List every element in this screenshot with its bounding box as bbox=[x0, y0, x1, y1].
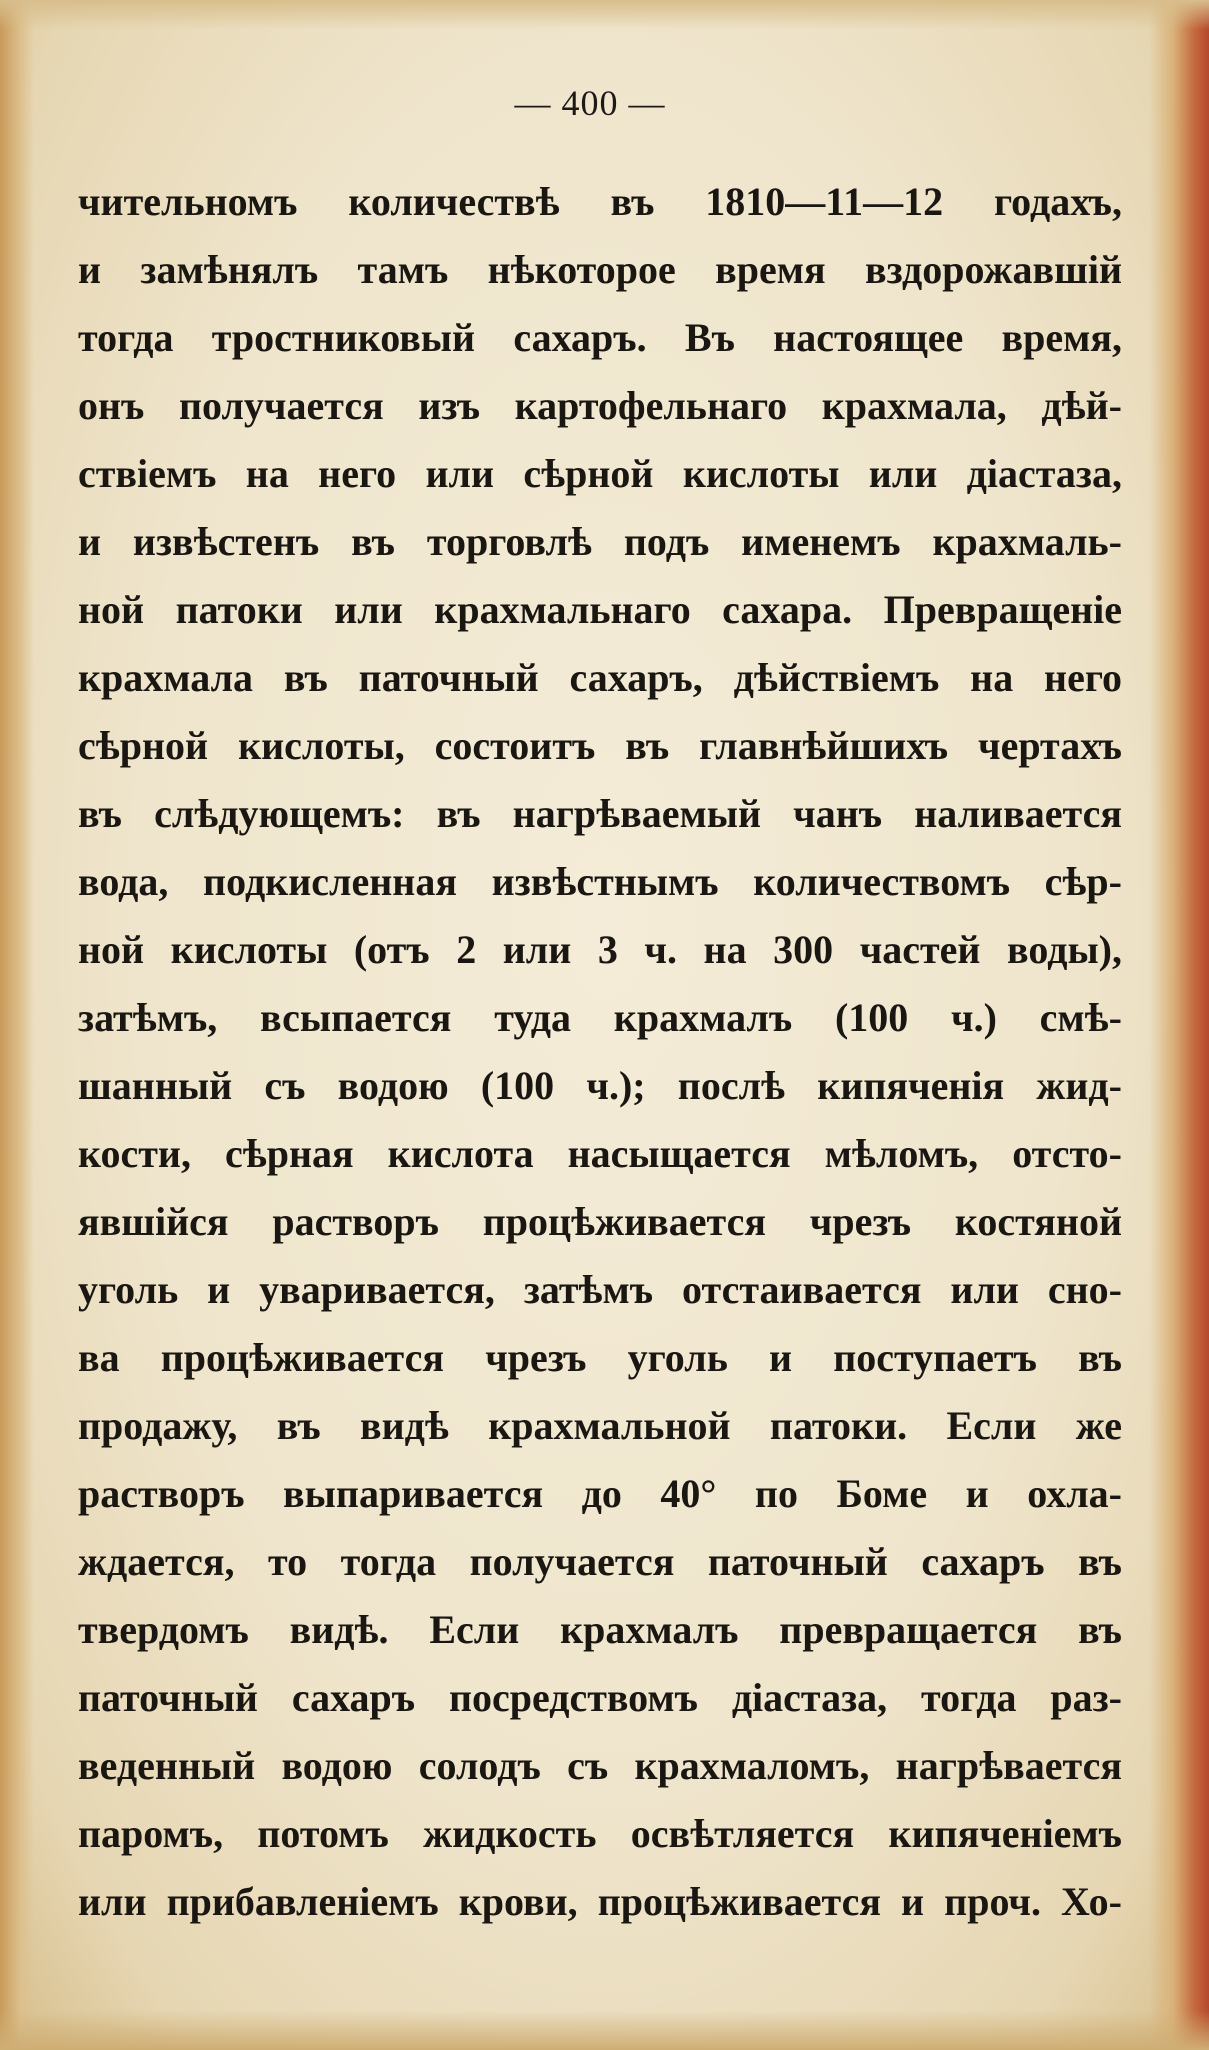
text-line: кости, сѣрная кислота насыщается мѣломъ, отсто- bbox=[78, 1131, 1122, 1176]
text-line: тогда тростниковый сахаръ. Въ настоящее время, bbox=[78, 315, 1122, 360]
page-bottom-edge bbox=[0, 2010, 1209, 2050]
page-left-edge bbox=[0, 0, 34, 2050]
text-line: продажу, въ видѣ крахмальной патоки. Если же bbox=[78, 1403, 1122, 1448]
text-line: ждается, то тогда получается паточный сахаръ въ bbox=[78, 1539, 1122, 1584]
text-line: паромъ, потомъ жидкость освѣтляется кипяченіемъ bbox=[78, 1811, 1122, 1856]
text-line: ствіемъ на него или сѣрной кислоты или діастаза, bbox=[78, 451, 1122, 496]
text-line: ва процѣживается чрезъ уголь и поступаетъ въ bbox=[78, 1335, 1122, 1380]
text-line: или прибавленіемъ крови, процѣживается и проч. Хо- bbox=[78, 1879, 1122, 1924]
text-line: ной кислоты (отъ 2 или 3 ч. на 300 частей воды), bbox=[78, 927, 1122, 972]
text-line: паточный сахаръ посредствомъ діастаза, тогда раз- bbox=[78, 1675, 1122, 1720]
text-line: ной патоки или крахмальнаго сахара. Превращеніе bbox=[78, 587, 1122, 632]
text-line: веденный водою солодъ съ крахмаломъ, нагрѣвается bbox=[78, 1743, 1122, 1788]
body-text bbox=[78, 168, 1122, 1936]
text-line: затѣмъ, всыпается туда крахмалъ (100 ч.) смѣ- bbox=[78, 995, 1122, 1040]
text-line: вода, подкисленная извѣстнымъ количествомъ сѣр- bbox=[78, 859, 1122, 904]
text-line: уголь и уваривается, затѣмъ отстаивается или сно- bbox=[78, 1267, 1122, 1312]
text-line: и замѣнялъ тамъ нѣкоторое время вздорожавшій bbox=[78, 247, 1122, 292]
text-line: растворъ выпаривается до 40° по Боме и охла- bbox=[78, 1471, 1122, 1516]
text-line: крахмала въ паточный сахаръ, дѣйствіемъ на него bbox=[78, 655, 1122, 700]
text-line: въ слѣдующемъ: въ нагрѣваемый чанъ наливается bbox=[78, 791, 1122, 836]
text-line: явшійся растворъ процѣживается чрезъ костяной bbox=[78, 1199, 1122, 1244]
text-line: чительномъ количествѣ въ 1810—11—12 годахъ, bbox=[78, 179, 1122, 224]
page-top-edge bbox=[0, 0, 1209, 30]
text-line: и извѣстенъ въ торговлѣ подъ именемъ крахмаль- bbox=[78, 519, 1122, 564]
text-line: сѣрной кислоты, состоитъ въ главнѣйшихъ чертахъ bbox=[78, 723, 1122, 768]
text-line: твердомъ видѣ. Если крахмалъ превращается въ bbox=[78, 1607, 1122, 1652]
text-line: шанный съ водою (100 ч.); послѣ кипяченія жид- bbox=[78, 1063, 1122, 1108]
text-line: онъ получается изъ картофельнаго крахмала, дѣй- bbox=[78, 383, 1122, 428]
page-right-edge bbox=[1149, 0, 1209, 2050]
page-number: — 400 — bbox=[514, 83, 666, 123]
